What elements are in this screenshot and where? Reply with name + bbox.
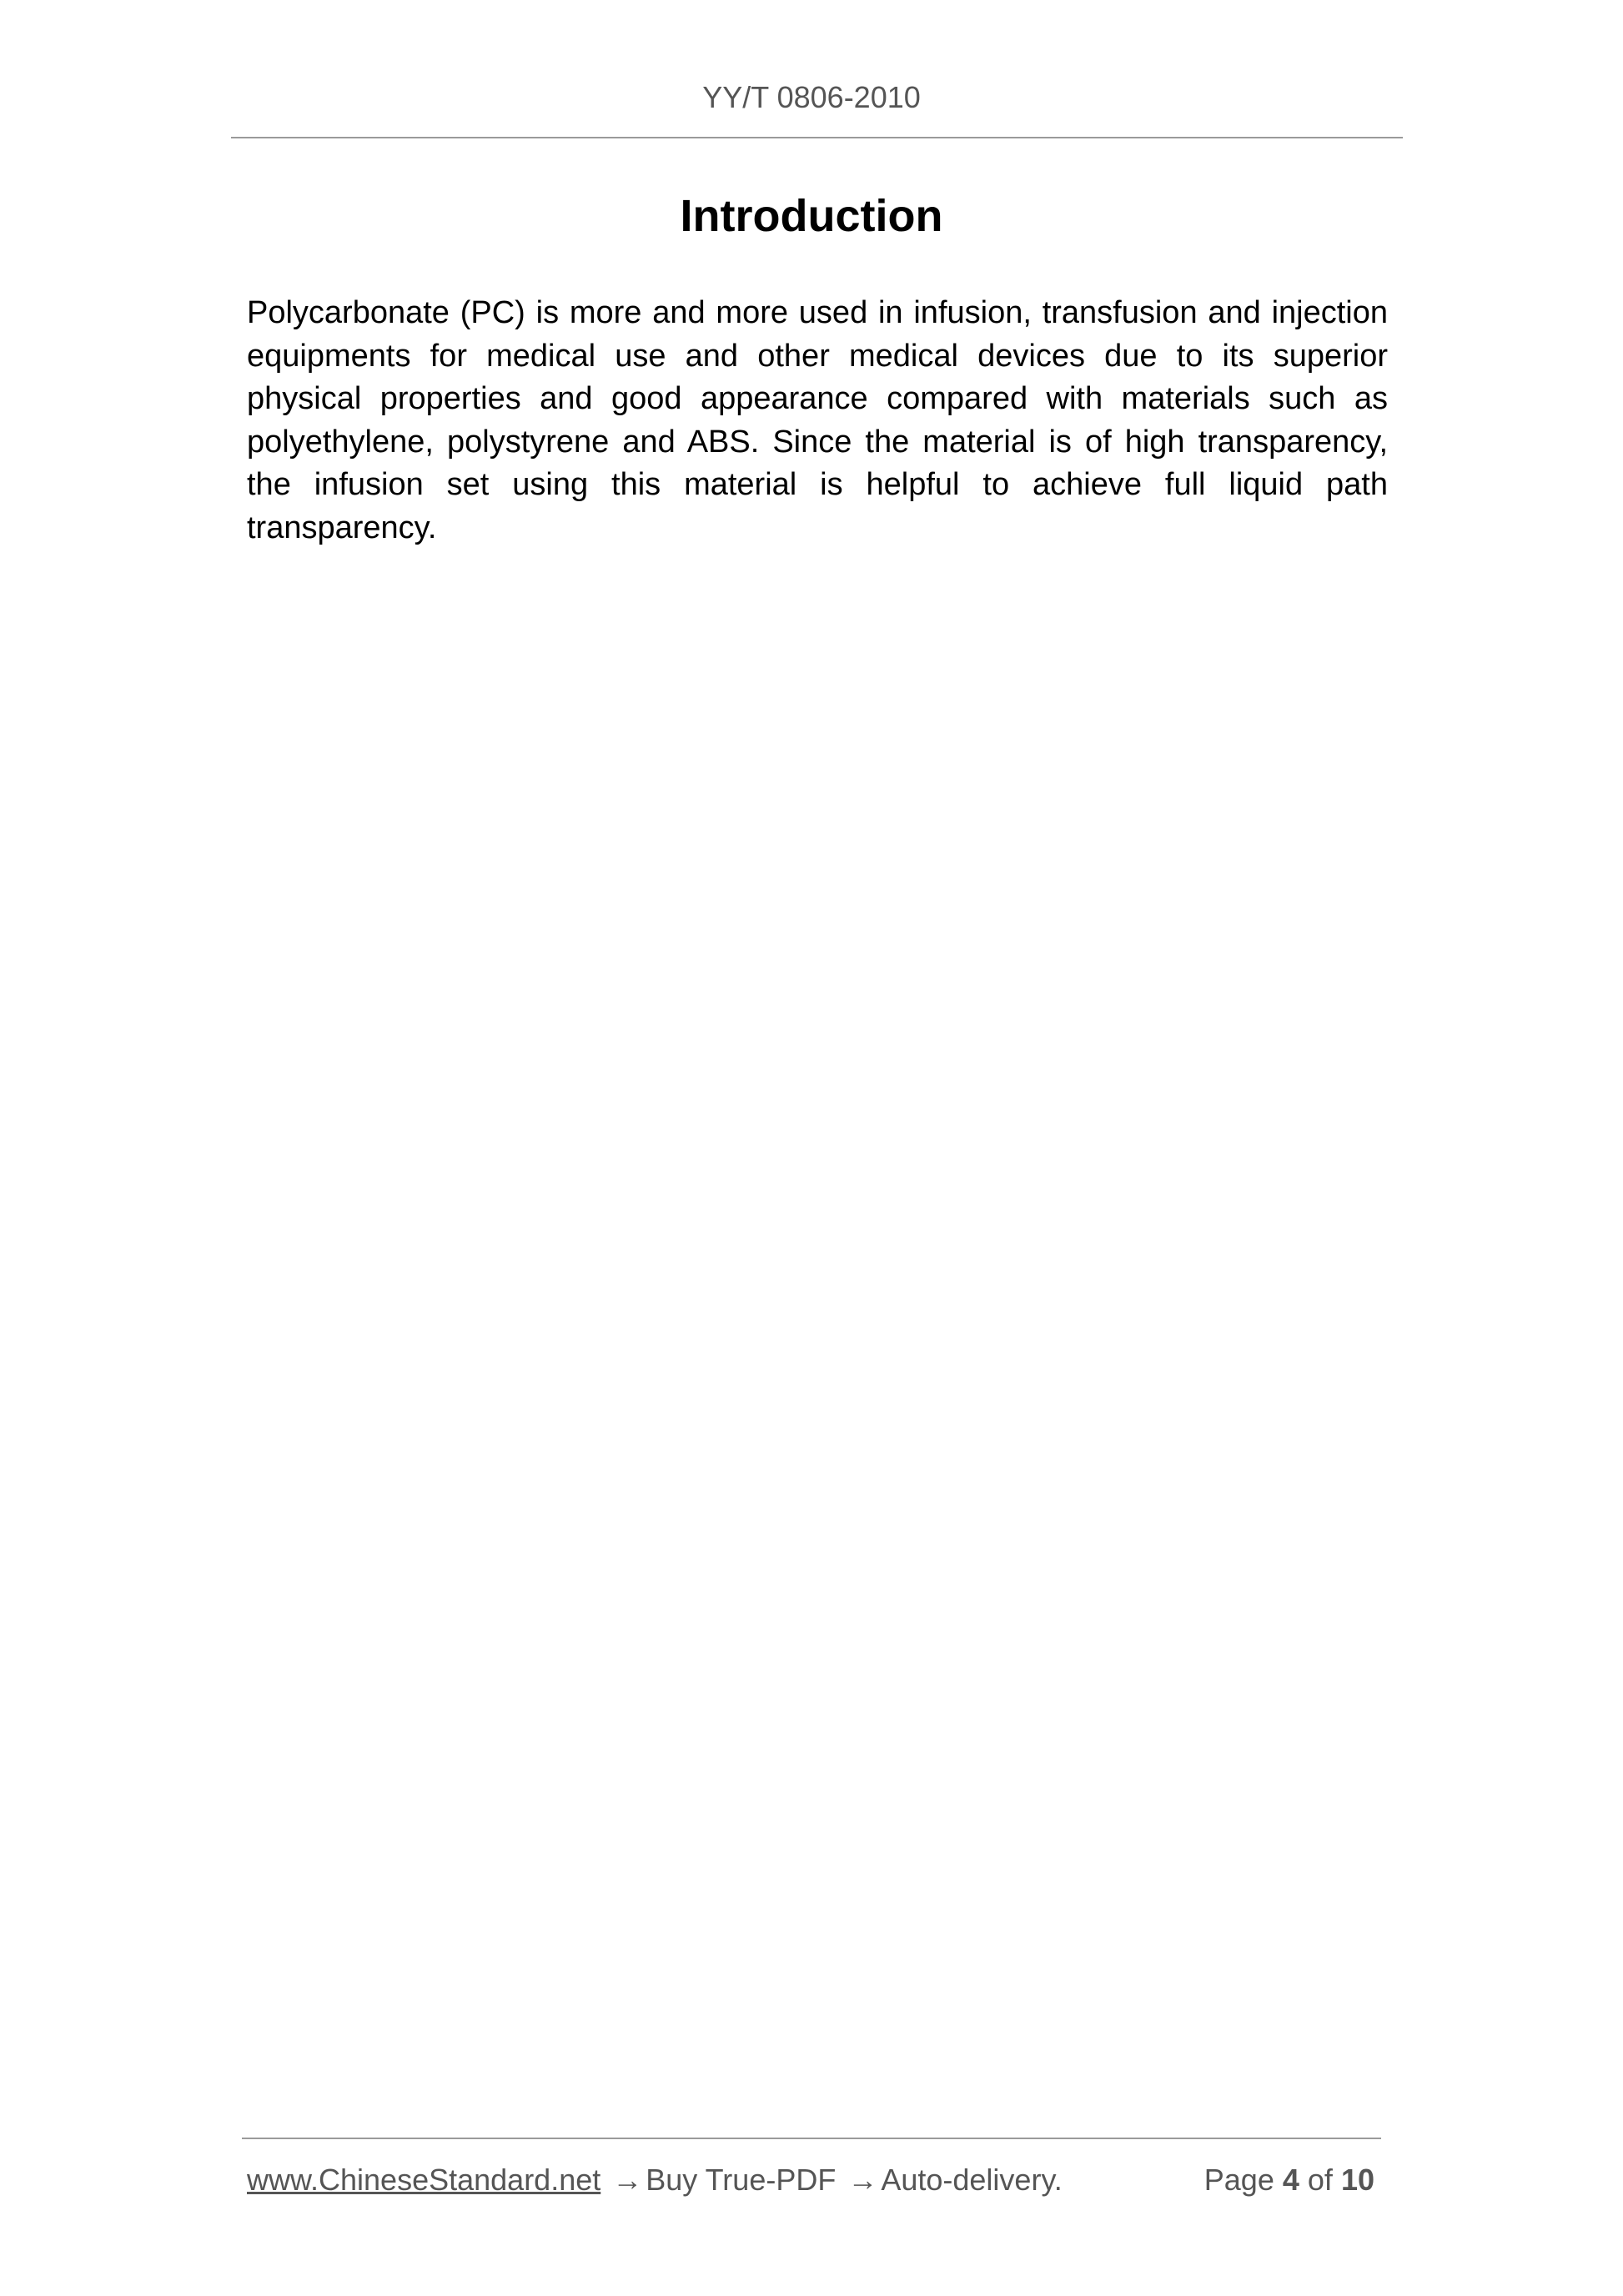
document-code-header: YY/T 0806-2010 — [702, 80, 921, 114]
website-link[interactable]: www.ChineseStandard.net — [247, 2163, 601, 2197]
page-indicator — [1204, 2158, 1374, 2202]
footer-promo — [247, 2158, 1063, 2202]
page-footer — [247, 2158, 1374, 2202]
of-label: of — [1307, 2163, 1333, 2197]
page-total: 10 — [1340, 2163, 1374, 2197]
arrow-right-icon: → — [847, 2163, 878, 2197]
page-label: Page — [1203, 2163, 1274, 2197]
buy-true-pdf-text: Buy True-PDF — [646, 2163, 837, 2197]
arrow-right-icon: → — [612, 2163, 643, 2197]
header-divider — [231, 137, 1403, 138]
auto-delivery-text: Auto-delivery. — [881, 2163, 1063, 2197]
page-number: 4 — [1282, 2163, 1299, 2197]
introduction-paragraph: Polycarbonate (PC) is more and more used in infusion, transfusion and injection equipments for medical use and other medical devices due to its superior physical properties and good appearance compared with materials such as polyethylene, polystyrene and ABS. Since the material is of high transparency, the infusion set using this material is helpful to achieve full liquid path transparency. — [247, 295, 1388, 545]
page-title: Introduction — [680, 191, 943, 241]
footer-divider — [242, 2138, 1381, 2139]
